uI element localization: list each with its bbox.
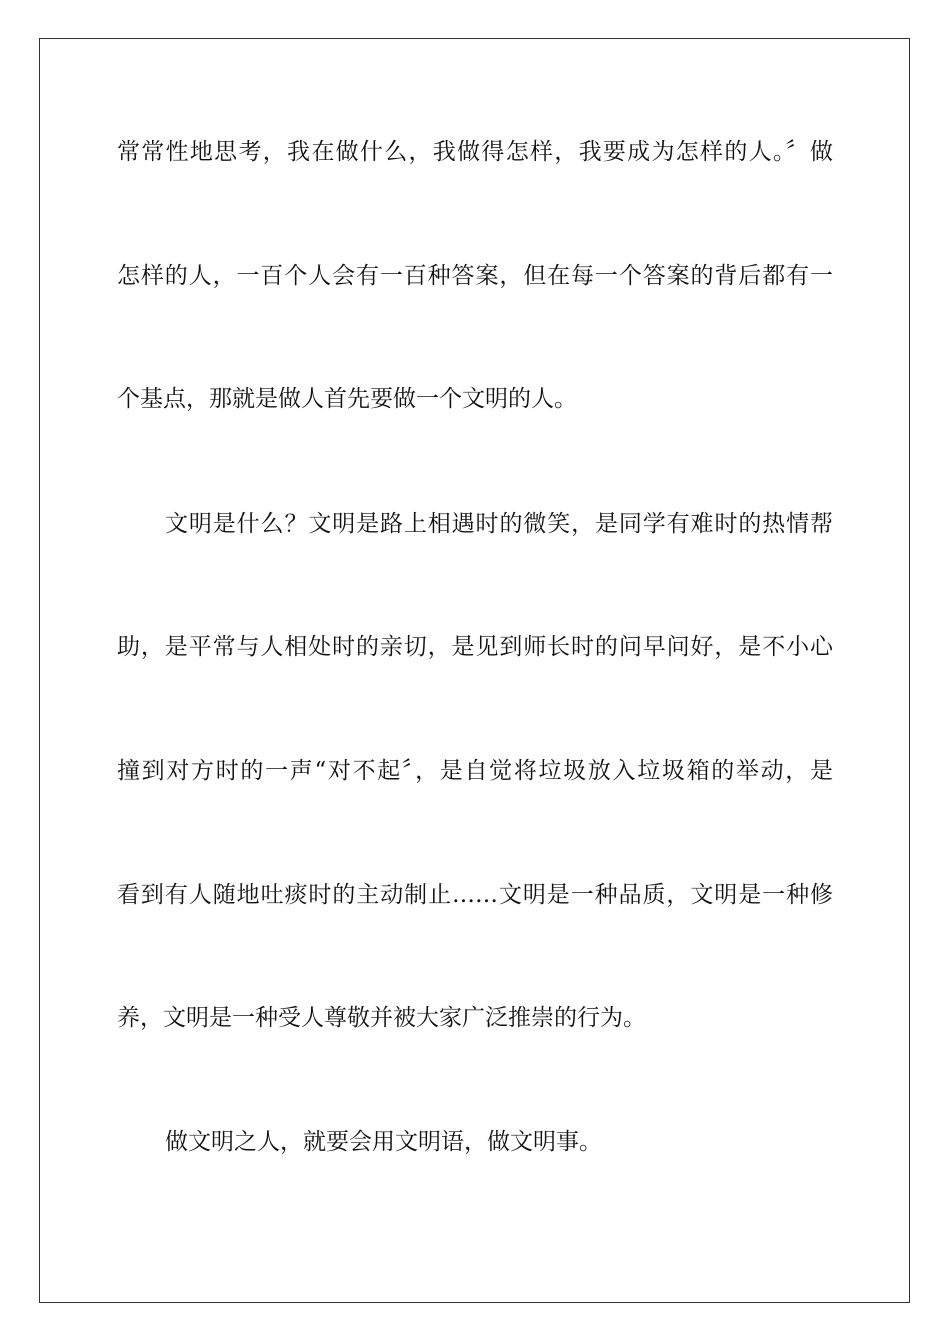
paragraph-first-line: 文明是什么？文明是路上相遇时的微笑，是同学有难时的热情帮 <box>165 511 833 537</box>
text-line: 养，文明是一种受人尊敬并被大家广泛推崇的行为。 <box>117 1005 646 1031</box>
page-border <box>39 38 910 1303</box>
text-line: 助，是平常与人相处时的亲切，是见到师长时的问早问好，是不小心 <box>117 634 833 660</box>
text-line: 个基点，那就是做人首先要做一个文明的人。 <box>117 386 577 412</box>
text-line: 常常性地思考，我在做什么，我做得怎样，我要成为怎样的人。〞做 <box>117 139 833 165</box>
text-line: 看到有人随地吐痰时的主动制止……文明是一种品质，文明是一种修 <box>117 882 833 908</box>
text-line: 怎样的人，一百个人会有一百种答案，但在每一个答案的背后都有一 <box>117 263 833 289</box>
paragraph-first-line: 做文明之人，就要会用文明语，做文明事。 <box>165 1129 602 1155</box>
text-line: 撞到对方时的一声“对不起〞，是自觉将垃圾放入垃圾箱的举动，是 <box>117 758 833 784</box>
